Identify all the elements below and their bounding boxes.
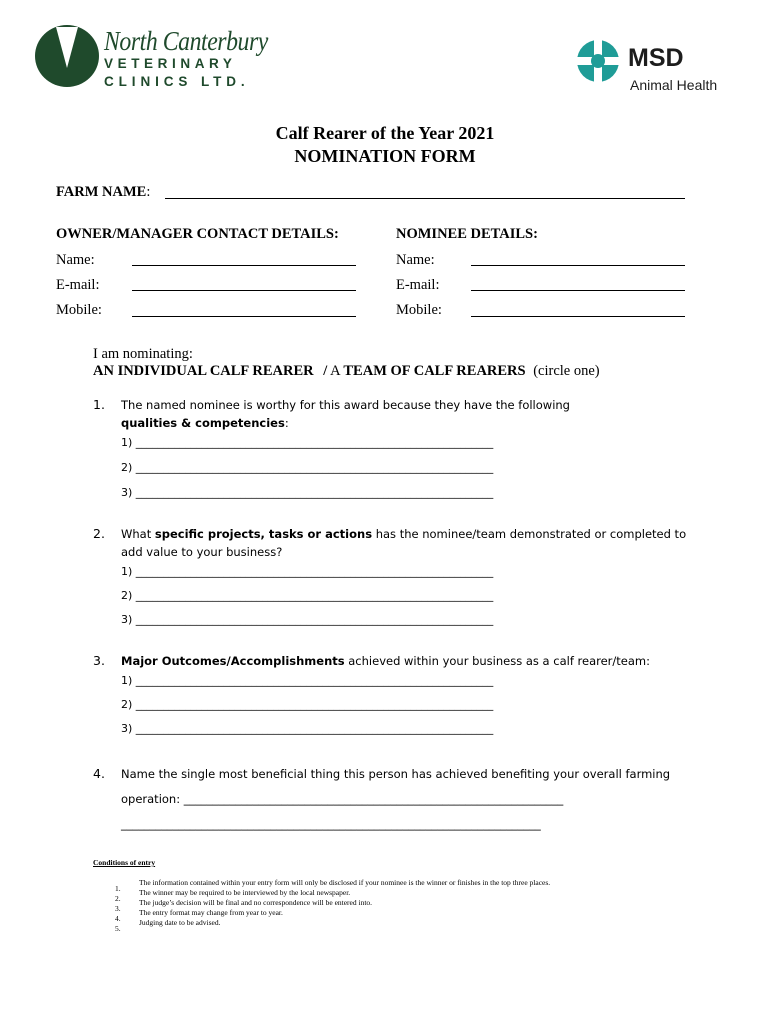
owner-name-label: Name:	[56, 252, 95, 268]
q1-number: 1.	[93, 397, 105, 412]
q1-text-colon: :	[284, 416, 289, 430]
nominee-email-label: E-mail:	[396, 277, 440, 293]
clinic-name-line3: CLINICS LTD.	[104, 74, 250, 89]
q1-answer-1[interactable]: 1) _________________________________________________________________	[121, 436, 494, 449]
q2-answer-1[interactable]: 1) _________________________________________________________________	[121, 565, 494, 578]
nominee-details-heading: NOMINEE DETAILS:	[396, 226, 538, 242]
owner-mobile-label: Mobile:	[56, 302, 102, 318]
condition-text: The winner may be required to be interviewed by the local newspaper.	[139, 888, 351, 897]
q1-text-bold: qualities & competencies	[121, 416, 285, 430]
q4-answer-line-2[interactable]: _________________________________________________________________________	[121, 817, 541, 831]
q3-answer-2[interactable]: 2) _________________________________________________________________	[121, 698, 494, 711]
q2-text-pre: What	[121, 527, 155, 541]
nominating-intro: I am nominating:	[93, 346, 193, 362]
q3-text	[121, 654, 650, 668]
q1-text-line2	[121, 416, 289, 430]
clinic-logo-mark	[34, 24, 100, 88]
q4-text: Name the single most beneficial thing this person has achieved benefiting your overall farming	[121, 767, 671, 781]
option-team[interactable]: TEAM OF CALF REARERS	[343, 363, 526, 379]
conditions-list	[115, 878, 551, 933]
condition-number: 5.	[115, 924, 121, 933]
q3-answer-1[interactable]: 1) _________________________________________________________________	[121, 674, 494, 687]
condition-item	[115, 918, 221, 933]
q3-text-post: achieved within your business as a calf rearer/team:	[344, 654, 650, 668]
q1-answer-2[interactable]: 2) _________________________________________________________________	[121, 461, 494, 474]
msd-logo-text: MSD	[628, 44, 684, 72]
clinic-name-line2: VETERINARY	[104, 56, 237, 71]
q3-text-bold: Major Outcomes/Accomplishments	[121, 654, 345, 668]
farm-name-text: FARM NAME	[56, 184, 147, 200]
owner-email-label: E-mail:	[56, 277, 100, 293]
nominee-email-field[interactable]	[471, 290, 685, 291]
condition-text: The entry format may change from year to year.	[139, 908, 283, 917]
condition-text: Judging date to be advised.	[139, 918, 221, 927]
clinic-name-script: North Canterbury	[104, 26, 268, 56]
condition-number: 2.	[115, 894, 121, 903]
condition-number: 3.	[115, 904, 121, 913]
form-title: Calf Rearer of the Year 2021	[275, 123, 495, 143]
msd-logo-subtext: Animal Health	[630, 77, 718, 93]
condition-number: 1.	[115, 884, 121, 893]
q4-answer-line-1[interactable]: operation: __________________________________________________________________	[121, 792, 564, 806]
owner-email-field[interactable]	[132, 290, 356, 291]
q2-text-line2: add value to your business?	[121, 545, 283, 559]
option-individual[interactable]: AN INDIVIDUAL CALF REARER	[93, 363, 314, 379]
nominee-name-field[interactable]	[471, 265, 685, 266]
nomination-options	[93, 363, 600, 380]
condition-number: 4.	[115, 914, 121, 923]
farm-name-colon: :	[146, 184, 151, 200]
nominee-name-label: Name:	[396, 252, 435, 268]
option-note: (circle one)	[533, 363, 600, 379]
option-separator: / A	[323, 363, 340, 379]
nominee-mobile-field[interactable]	[471, 316, 685, 317]
q2-answer-2[interactable]: 2) _________________________________________________________________	[121, 589, 494, 602]
q3-answer-3[interactable]: 3) _________________________________________________________________	[121, 722, 494, 735]
condition-text: The judge’s decision will be final and no correspondence will be entered into.	[139, 898, 373, 907]
nominee-mobile-label: Mobile:	[396, 302, 442, 318]
owner-contact-heading: OWNER/MANAGER CONTACT DETAILS:	[56, 226, 339, 242]
farm-name-label	[56, 184, 150, 201]
q4-number: 4.	[93, 766, 105, 781]
farm-name-field[interactable]	[165, 198, 685, 199]
q2-text-post: has the nominee/team demonstrated or completed to	[372, 527, 687, 541]
owner-name-field[interactable]	[132, 265, 356, 266]
q2-number: 2.	[93, 526, 105, 541]
q3-number: 3.	[93, 653, 105, 668]
conditions-heading: Conditions of entry	[93, 858, 156, 867]
q1-answer-3[interactable]: 3) _________________________________________________________________	[121, 486, 494, 499]
q2-text-bold: specific projects, tasks or actions	[154, 527, 373, 541]
q2-answer-3[interactable]: 3) _________________________________________________________________	[121, 613, 494, 626]
condition-text: The information contained within your entry form will only be disclosed if your nominee is the winner or finishes in the top three places.	[139, 878, 551, 887]
q1-text: The named nominee is worthy for this award because they have the following	[121, 398, 570, 412]
q2-text	[121, 527, 686, 541]
owner-mobile-field[interactable]	[132, 316, 356, 317]
msd-logo-mark	[572, 38, 624, 84]
form-subtitle: NOMINATION FORM	[294, 146, 476, 166]
